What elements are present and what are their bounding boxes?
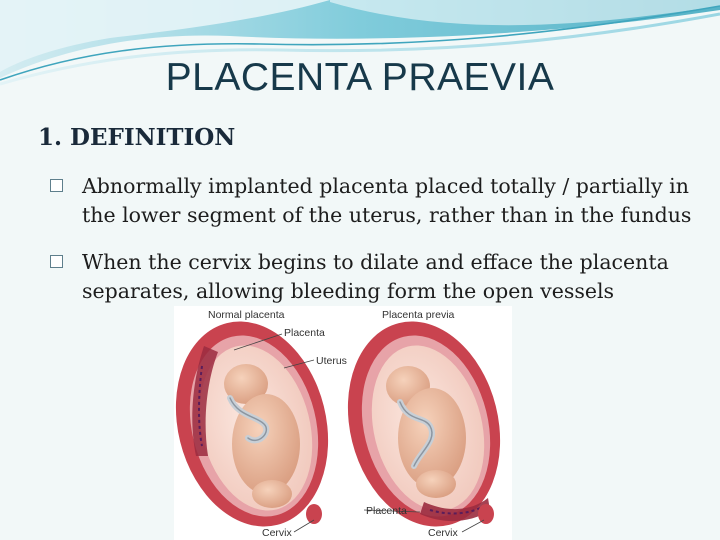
placenta-label: Placenta	[284, 327, 325, 339]
bullet-text: When the cervix begins to dilate and efface the placenta separates, allowing bleeding form the open vessels	[82, 250, 669, 303]
checkbox-square-icon	[50, 179, 63, 192]
checkbox-square-icon	[50, 255, 63, 268]
normal-placenta-caption: Normal placenta	[208, 309, 285, 321]
uterus-comparison-diagram	[174, 306, 512, 540]
bullet-bleeding	[50, 248, 710, 306]
cervix-left-label: Cervix	[262, 527, 292, 539]
bullet-text: Abnormally implanted placenta placed totally / partially in the lower segment of the uterus, rather than in the fundus	[82, 174, 692, 227]
placenta-previa-label: Placenta	[366, 505, 407, 517]
uterus-label: Uterus	[316, 355, 347, 367]
slide-title: PLACENTA PRAEVIA	[165, 56, 555, 99]
section-heading: 1. DEFINITION	[38, 124, 236, 151]
placenta-previa-uterus	[327, 306, 512, 540]
placenta-previa-caption: Placenta previa	[382, 309, 455, 321]
bullet-definition	[50, 172, 710, 230]
placenta-illustration	[174, 306, 512, 540]
cervix-right-label: Cervix	[428, 527, 458, 539]
